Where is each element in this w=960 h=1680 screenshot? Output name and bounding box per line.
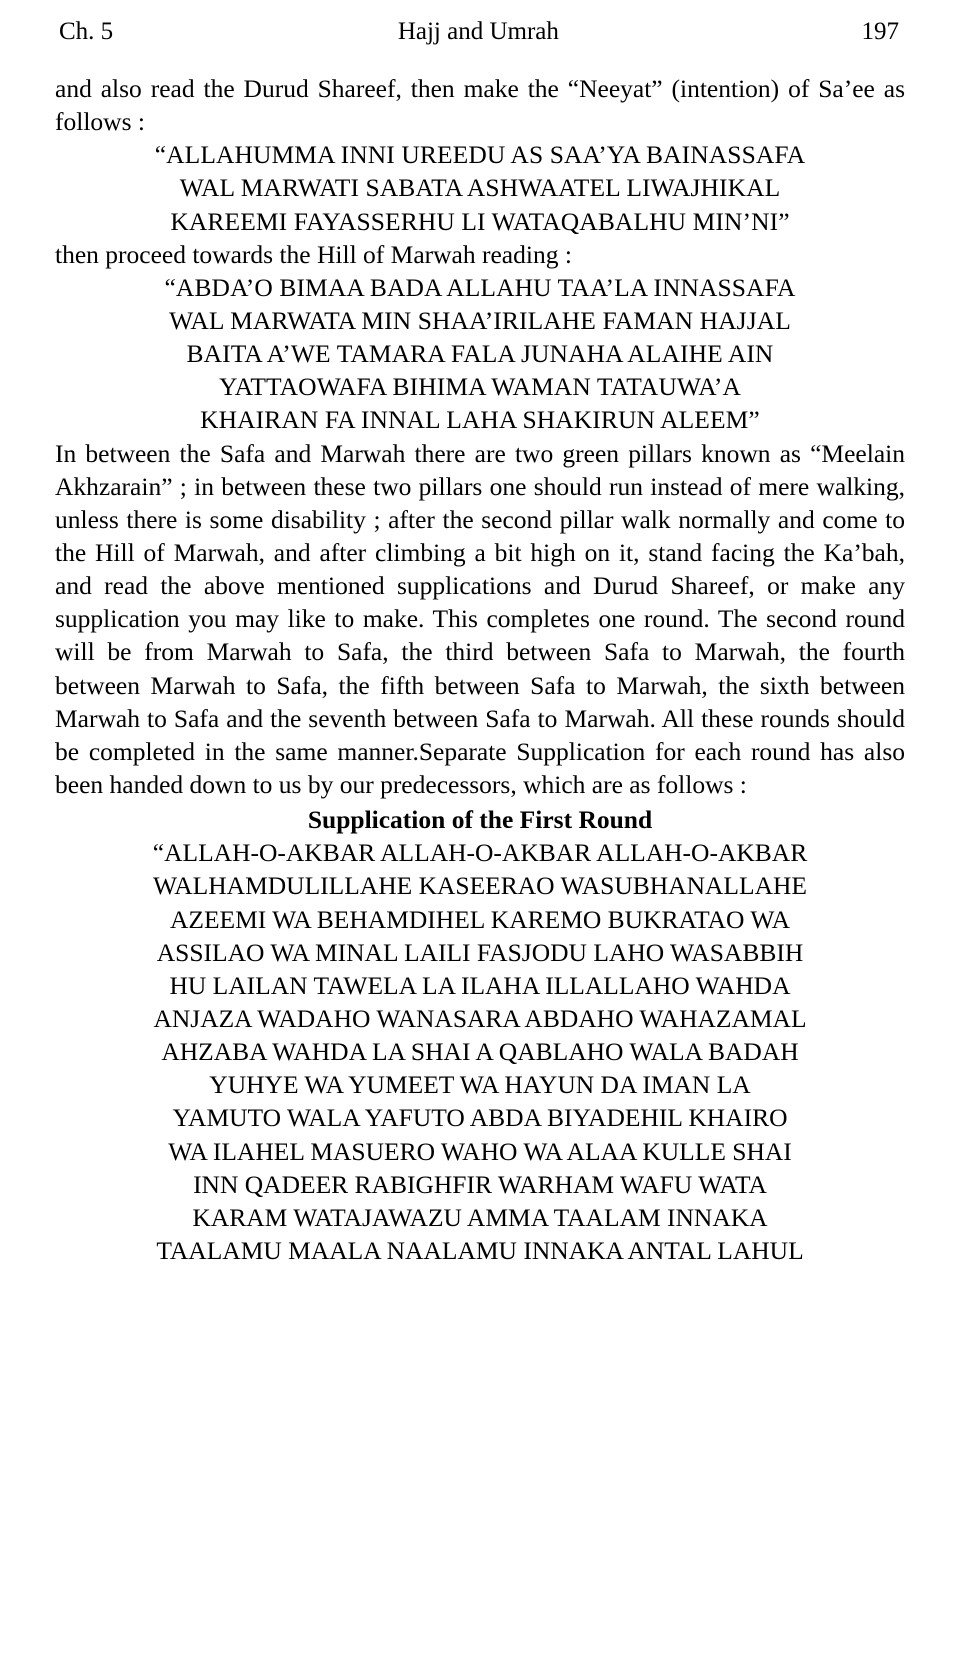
section-heading: Supplication of the First Round <box>307 805 653 835</box>
chapter-label: Ch. 5 <box>59 18 114 45</box>
dua-first-intention <box>55 138 905 237</box>
dua-line: KARAM WATAJAWAZU AMMA TAALAM INNAKA <box>192 1202 768 1232</box>
dua-line: AHZABA WAHDA LA SHAI A QABLAHO WALA BADAH <box>161 1037 799 1067</box>
dua-line: “ALLAHUMMA INNI UREEDU AS SAA’YA BAINASSAFA <box>154 140 806 170</box>
page-number: 197 <box>861 18 899 45</box>
dua-line: “ABDA’O BIMAA BADA ALLAHU TAA’LA INNASSAFA <box>164 272 796 302</box>
dua-line: WALHAMDULILLAHE KASEERAO WASUBHANALLAHE <box>153 871 807 901</box>
dua-line: “ALLAH-O-AKBAR ALLAH-O-AKBAR ALLAH-O-AKBAR <box>152 838 808 868</box>
dua-line: AZEEMI WA BEHAMDIHEL KAREMO BUKRATAO WA <box>169 904 791 934</box>
dua-line: WAL MARWATA MIN SHAA’IRILAHE FAMAN HAJJAL <box>169 305 791 335</box>
dua-line: ASSILAO WA MINAL LAILI FASJODU LAHO WASABBIH <box>156 937 804 967</box>
dua-line: INN QADEER RABIGHFIR WARHAM WAFU WATA <box>193 1169 767 1199</box>
dua-marwah <box>55 271 905 437</box>
dua-line: WA ILAHEL MASUERO WAHO WA ALAA KULLE SHAI <box>168 1136 792 1166</box>
dua-line: WAL MARWATI SABATA ASHWAATEL LIWAJHIKAL <box>179 173 781 203</box>
dua-line: KAREEMI FAYASSERHU LI WATAQABALHU MIN’NI” <box>170 206 790 236</box>
dua-line: YAMUTO WALA YAFUTO ABDA BIYADEHIL KHAIRO <box>172 1103 788 1133</box>
dua-line: BAITA A’WE TAMARA FALA JUNAHA ALAIHE AIN <box>186 339 774 369</box>
first-round-supplication <box>55 836 905 1267</box>
page-title: Hajj and Umrah <box>397 18 559 45</box>
dua-line: TAALAMU MAALA NAALAMU INNAKA ANTAL LAHUL <box>156 1235 804 1265</box>
dua-line: YATTAOWAFA BIHIMA WAMAN TATAUWA’A <box>218 372 742 402</box>
page-header <box>55 18 905 46</box>
page-body <box>55 72 905 1267</box>
intro-paragraph: and also read the Durud Shareef, then make the “Neeyat” (intention) of Sa’ee as follows : <box>55 74 905 137</box>
dua-line: YUHYE WA YUMEET WA HAYUN DA IMAN LA <box>209 1070 751 1100</box>
dua-line: HU LAILAN TAWELA LA ILAHA ILLALLAHO WAHDA <box>169 970 791 1000</box>
dua-line: ANJAZA WADAHO WANASARA ABDAHO WAHAZAMAL <box>153 1003 807 1033</box>
bridge-line: then proceed towards the Hill of Marwah reading : <box>55 239 572 269</box>
main-paragraph: In between the Safa and Marwah there are two green pillars known as “Meelain Akhzarain” ; in between these two pillars one should run instead of mere walking, unless there is some disability ; after the second pillar walk normally and come to the Hill of Marwah, and after climbing a bit high on it, stand facing the Ka’bah, and read the above mentioned supplications and Durud Shareef, or make any supplication you may like to make. This completes one round. The second round will be from Marwah to Safa, the third between Safa to Marwah, the fourth between Marwah to Safa, the fifth between Safa to Marwah, the sixth between Marwah to Safa and the seventh between Safa to Marwah. All these rounds should be completed in the same manner.Separate Supplication for each round has also been handed down to us by our predecessors, which are as follows : <box>55 438 905 799</box>
dua-line: KHAIRAN FA INNAL LAHA SHAKIRUN ALEEM” <box>200 405 760 435</box>
